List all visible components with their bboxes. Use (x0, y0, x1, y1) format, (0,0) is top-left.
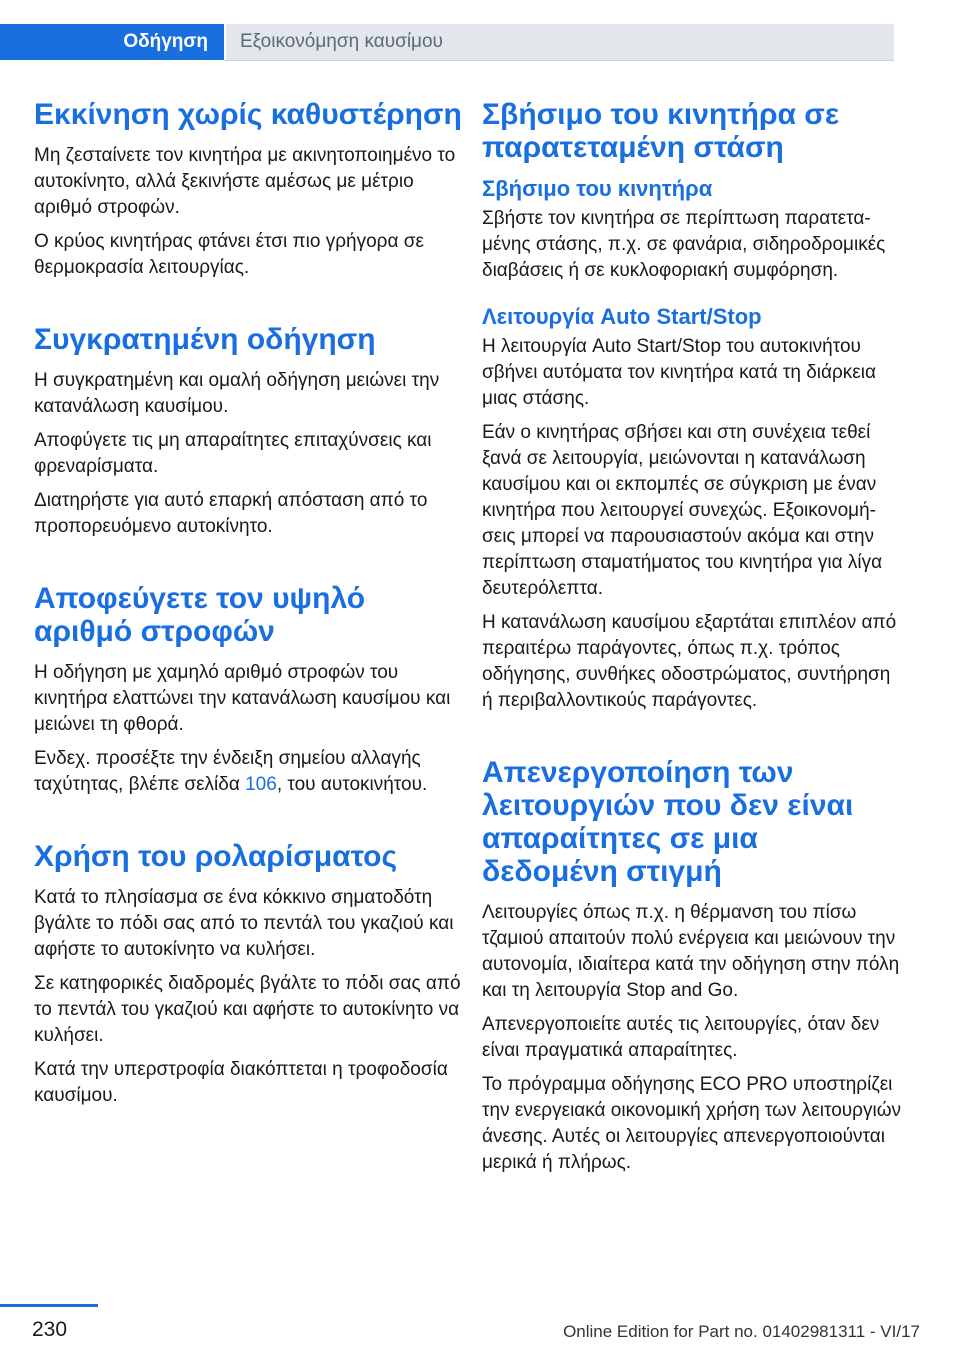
paragraph: Απενεργοποιείτε αυτές τις λειτουργίες, όταν δεν είναι πραγματικά απαραίτητες. (482, 1014, 880, 1061)
paragraph: Η λειτουργία Auto Start/Stop του αυτοκινήτου σβήνει αυτόματα τον κινητήρα κατά τη διάρκεια μιας στάσης. (482, 336, 876, 409)
paragraph: Η συγκρατημένη και ομαλή οδήγηση μειώνει την κατανάλωση καυσίμου. (34, 370, 440, 417)
right-column (482, 98, 902, 1218)
paragraph (34, 746, 464, 798)
subsection-auto-start-stop (482, 304, 902, 714)
section-avoid-high-rpm (34, 582, 464, 798)
paragraph: Λειτουργίες όπως π.χ. η θέρμανση του πίσω τζαμιού απαιτούν πολύ ενέργεια και μειώνουν την αυτονομία, ιδιαίτερα κατά την οδήγηση στην πόλη και τη λειτουργία Stop and Go. (482, 902, 900, 1001)
left-column (34, 98, 464, 1151)
text: , του αυτοκινήτου. (276, 774, 428, 795)
page-link[interactable]: 106 (245, 774, 277, 795)
paragraph: Ο κρύος κινητήρας φτάνει έτσι πιο γρήγορα σε θερμοκρασία λειτουργίας. (34, 231, 424, 278)
subsection-heading: Σβήσιμο του κινητήρα (482, 176, 713, 201)
section-start-without-delay (34, 98, 464, 281)
section-restrained-driving (34, 323, 464, 540)
section-heading: Απενεργοποίηση των λειτουργιών που δεν είναι απαραίτητες σε μια δεδομένη στιγμή (482, 756, 854, 888)
paragraph: Διατηρήστε για αυτό επαρκή απόσταση από το προπορευόμενο αυτοκίνητο. (34, 490, 428, 537)
paragraph: Κατά το πλησίασμα σε ένα κόκκινο σηματοδότη βγάλτε το πόδι σας από το πεντάλ του γκαζιού και αφήστε το αυτοκίνητο να κυλήσει. (34, 887, 454, 960)
paragraph: Η κατανάλωση καυσίμου εξαρτάται επιπλέον από περαιτέρω παράγοντες, όπως π.χ. τρόπος οδήγησης, συνθήκες οδοστρώματος, συντήρηση ή περιβαλλοντικούς παράγοντες. (482, 612, 897, 711)
edition-note: Online Edition for Part no. 01402981311 - VI/17 (563, 1322, 920, 1341)
chapter-tab[interactable]: Οδήγηση (0, 24, 224, 60)
paragraph: Μη ζεσταίνετε τον κινητήρα με ακινητοποιημένο το αυτοκίνητο, αλλά ξεκινήστε αμέσως με μέτριο αριθμό στροφών. (34, 145, 456, 218)
section-coasting (34, 840, 464, 1109)
paragraph: Σβήστε τον κινητήρα σε περίπτωση παρατεταμένης στάσης, π.χ. σε φανάρια, σιδηροδρομικές διαβάσεις ή σε κυκλοφοριακή συμφόρηση. (482, 208, 886, 281)
paragraph: Η οδήγηση με χαμηλό αριθμό στροφών του κινητήρα ελαττώνει την κατανάλωση καυσίμου και μειώνει τη φθορά. (34, 662, 451, 735)
paragraph: Αποφύγετε τις μη απαραίτητες επιταχύνσεις και φρεναρίσματα. (34, 430, 432, 477)
page-header (0, 0, 960, 64)
text: Ενδεχ. προσέξτε την ένδειξη σημείου αλλαγής ταχύτητας, βλέπε σελίδα (34, 748, 421, 795)
subsection-engine-off (482, 176, 902, 284)
paragraph: Κατά την υπερστροφία διακόπτεται η τροφοδοσία καυσίμου. (34, 1059, 448, 1106)
page-number: 230 (32, 1318, 68, 1341)
section-heading: Σβήσιμο του κινητήρα σε παρατεταμένη στάση (482, 98, 840, 164)
paragraph: Το πρόγραμμα οδήγησης ECO PRO υποστηρίζει την ενεργειακά οικονομική χρήση των λειτουργιών άνεσης. Αυτές οι λειτουργίες απενεργοποιούνται μερικά ή πλήρως. (482, 1074, 902, 1173)
section-heading: Εκκίνηση χωρίς καθυστέρηση (34, 98, 462, 131)
footer-rule (0, 1304, 98, 1307)
section-heading: Αποφεύγετε τον υψηλό αριθμό στροφών (34, 582, 366, 648)
paragraph: Εάν ο κινητήρας σβήσει και στη συνέχεια τεθεί ξανά σε λειτουργία, μειώνονται η κατανάλωση καυσίμου και οι εκπομπές σε σύγκριση με έναν κινητήρα που λειτουργεί συνεχώς. Εξοικονομήσεις μπορεί να παρουσιαστούν ακόμα και στην περίπτωση σταματήματος του κινητήρα για λίγα δευτερόλεπτα. (482, 422, 883, 599)
subsection-heading: Λειτουργία Auto Start/Stop (482, 304, 762, 329)
header-rule (224, 60, 894, 61)
section-tab[interactable]: Εξοικονόμηση καυσίμου (226, 24, 894, 60)
paragraph: Σε κατηφορικές διαδρομές βγάλτε το πόδι σας από το πεντάλ του γκαζιού και αφήστε το αυτοκίνητο να κυλήσει. (34, 973, 461, 1046)
section-heading: Συγκρατημένη οδήγηση (34, 323, 376, 356)
section-disable-functions (482, 756, 902, 1176)
section-heading: Χρήση του ρολαρίσματος (34, 840, 398, 873)
section-engine-off (482, 98, 902, 714)
